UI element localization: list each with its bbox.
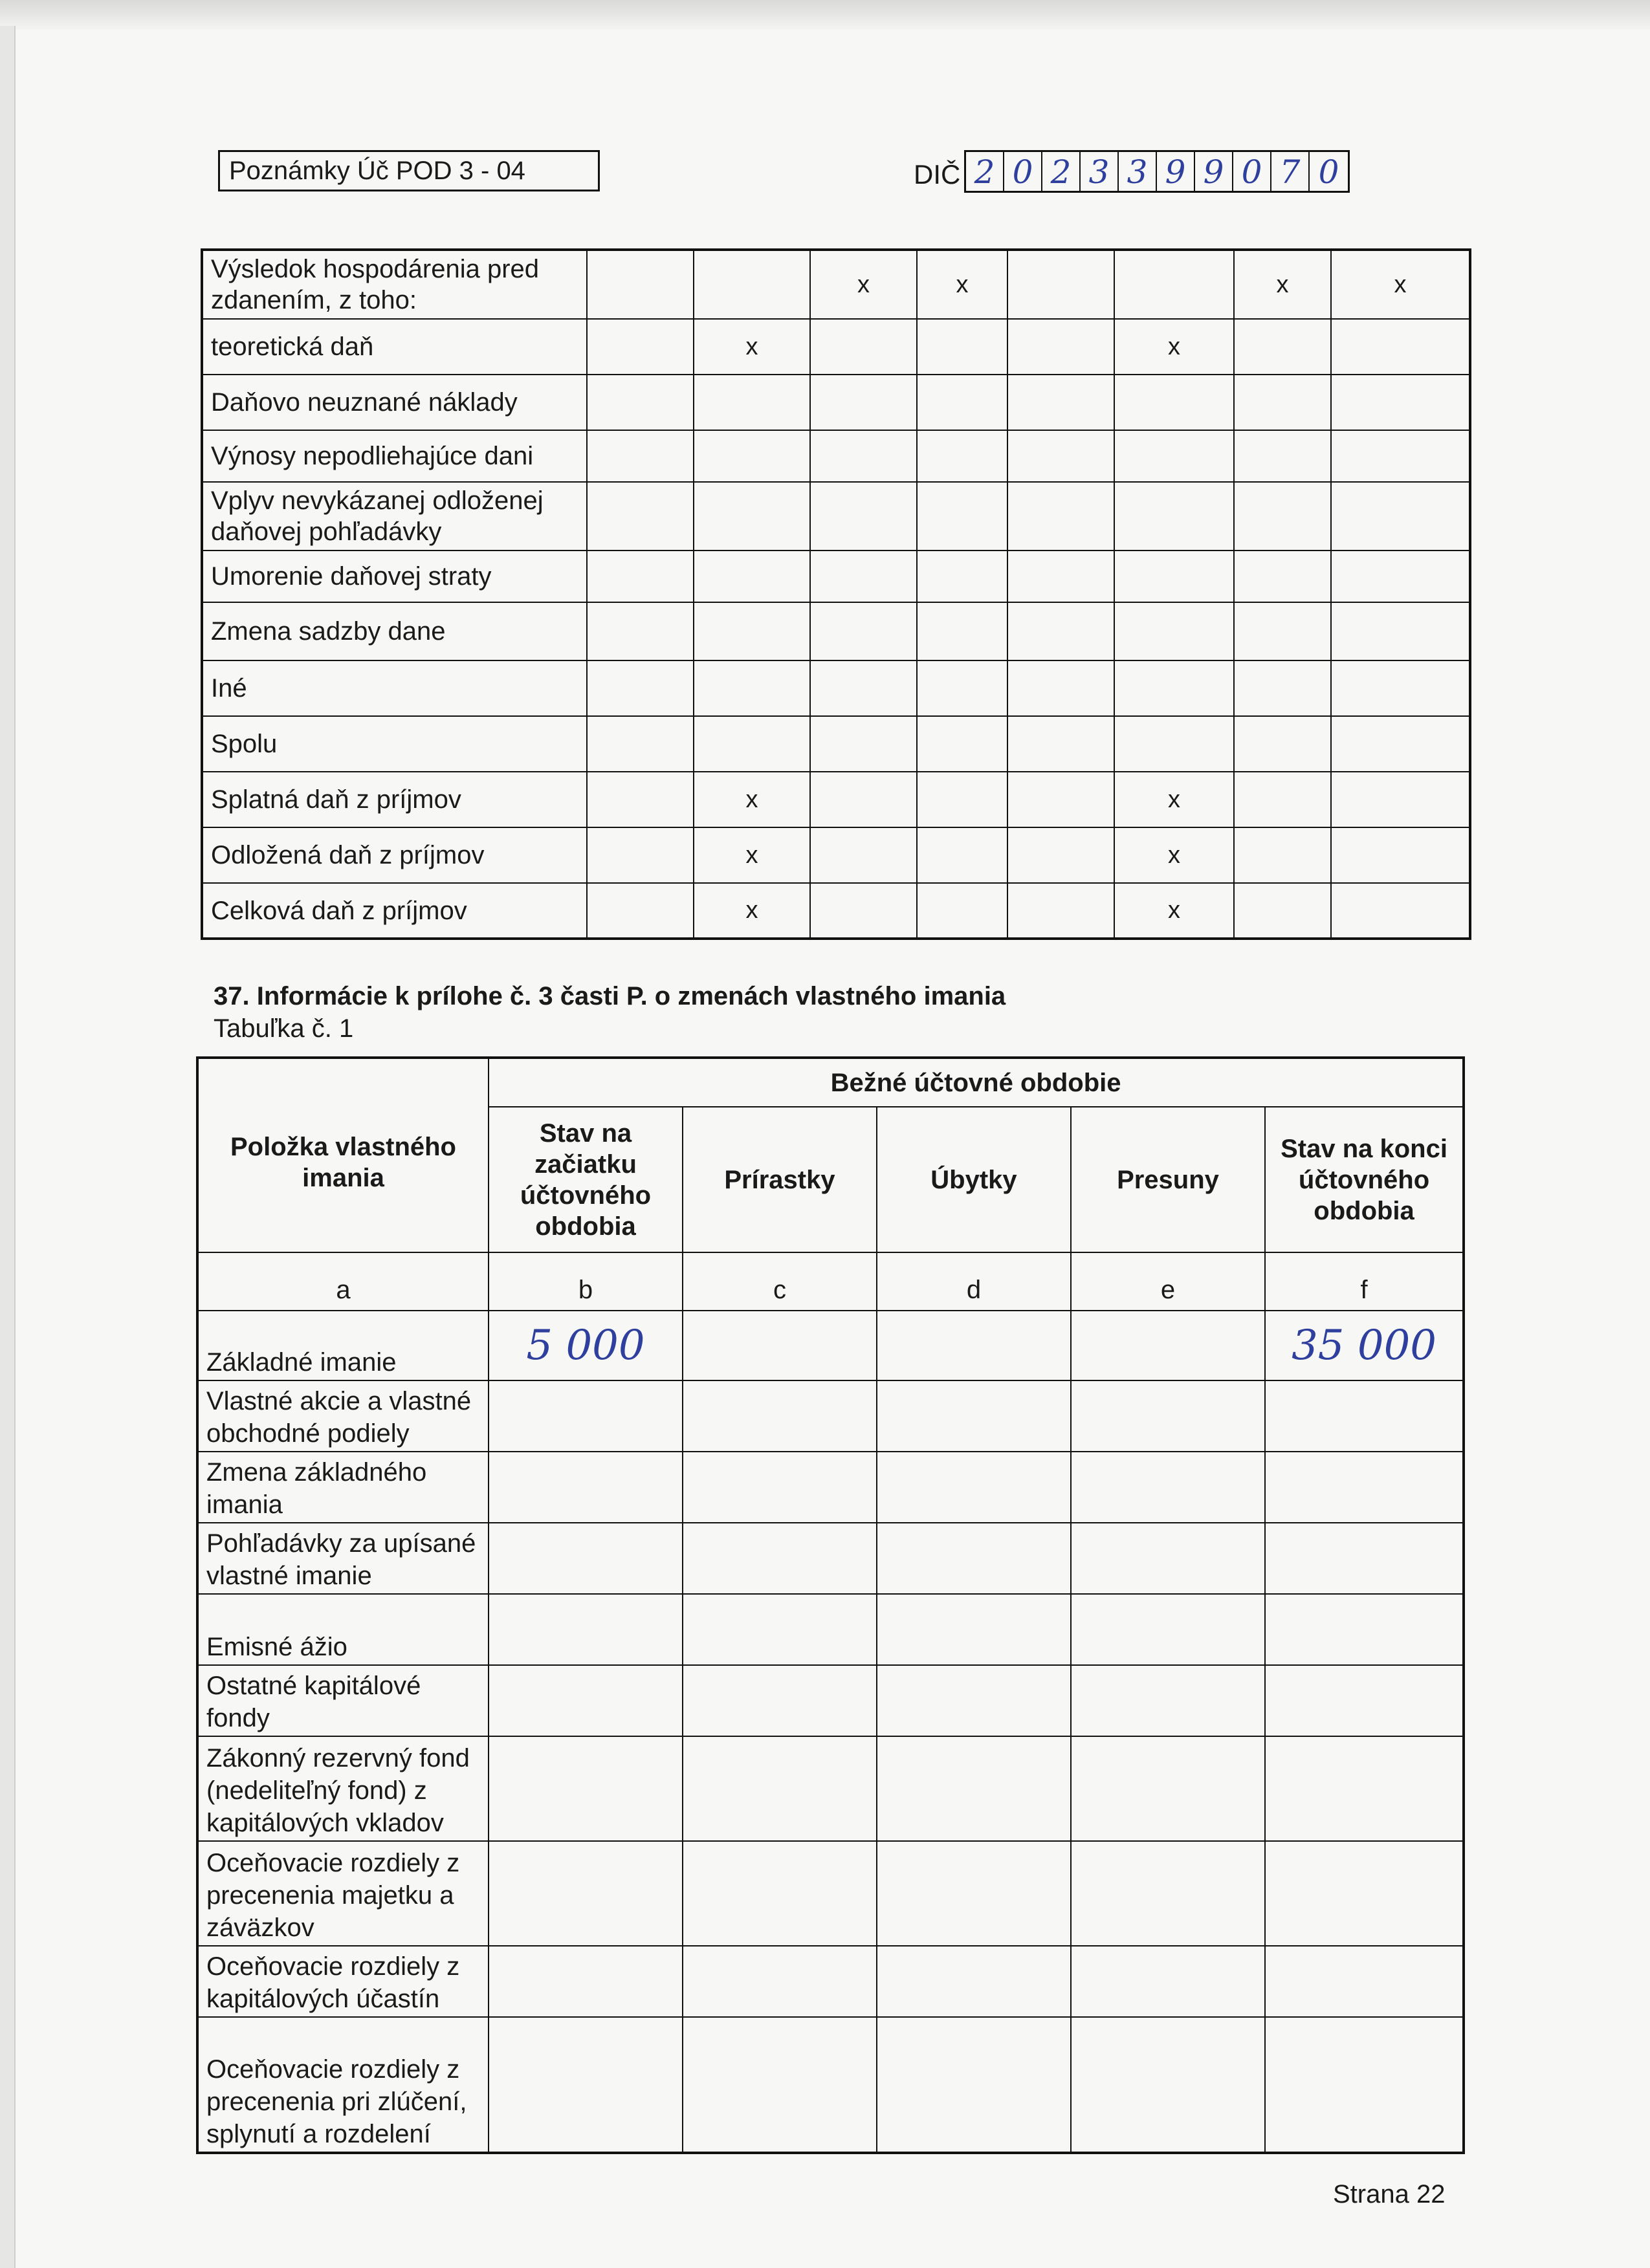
table-cell bbox=[1007, 551, 1114, 602]
table-cell bbox=[683, 2017, 877, 2153]
table-cell bbox=[587, 319, 694, 375]
col-letter: c bbox=[683, 1252, 877, 1311]
table-cell bbox=[1265, 1946, 1464, 2017]
table-cell bbox=[1007, 716, 1114, 772]
dic-digit: 2 bbox=[1042, 152, 1081, 191]
table-cell bbox=[1234, 602, 1331, 660]
table-cell bbox=[810, 430, 917, 482]
table-cell bbox=[1007, 250, 1114, 319]
row-label: Ostatné kapitálové fondy bbox=[197, 1665, 489, 1736]
table-cell bbox=[1234, 375, 1331, 430]
table-cell bbox=[1331, 319, 1470, 375]
table-cell bbox=[810, 551, 917, 602]
table-row bbox=[202, 660, 1470, 716]
row-label: Oceňovacie rozdiely z precenenia pri zlúčení, splynutí a rozdelení bbox=[197, 2017, 489, 2153]
table-cell bbox=[683, 1311, 877, 1380]
table-cell bbox=[1071, 1594, 1265, 1665]
table-cell bbox=[1007, 827, 1114, 883]
table-row bbox=[202, 883, 1470, 939]
table-row bbox=[197, 1736, 1464, 1841]
table-cell bbox=[694, 660, 810, 716]
handwritten-value: 35 000 bbox=[1265, 1311, 1464, 1380]
table-cell bbox=[1234, 772, 1331, 827]
table-cell bbox=[694, 602, 810, 660]
table-cell bbox=[1007, 660, 1114, 716]
table-cell bbox=[587, 482, 694, 551]
table-cell bbox=[1071, 1665, 1265, 1736]
table-cell bbox=[1331, 482, 1470, 551]
table-cell bbox=[877, 1523, 1071, 1594]
table-cell bbox=[810, 482, 917, 551]
table-cell bbox=[1234, 827, 1331, 883]
section-37-subtitle: Tabuľka č. 1 bbox=[214, 1014, 354, 1043]
table-cell bbox=[877, 1311, 1071, 1380]
table-row bbox=[197, 1841, 1464, 1946]
dic-label: DIČ bbox=[914, 159, 961, 190]
table-cell bbox=[1265, 1736, 1464, 1841]
table-cell bbox=[1007, 430, 1114, 482]
section-37-title: 37. Informácie k prílohe č. 3 časti P. o zmenách vlastného imania bbox=[214, 982, 1006, 1010]
table-cell bbox=[1331, 883, 1470, 939]
table-cell bbox=[1234, 660, 1331, 716]
table-cell bbox=[877, 1736, 1071, 1841]
table-cell bbox=[587, 551, 694, 602]
row-label: Oceňovacie rozdiely z kapitálových účastín bbox=[197, 1946, 489, 2017]
table-cell bbox=[877, 1380, 1071, 1452]
table-cell bbox=[1071, 1380, 1265, 1452]
row-label: teoretická daň bbox=[202, 319, 587, 375]
table-cell bbox=[1234, 551, 1331, 602]
row-label: Výsledok hospodárenia pred zdanením, z toho: bbox=[202, 250, 587, 319]
table-cell bbox=[877, 1452, 1071, 1523]
tax-reconciliation-table bbox=[201, 248, 1471, 940]
dic-digit: 2 bbox=[966, 152, 1004, 191]
table-row bbox=[202, 375, 1470, 430]
table-cell bbox=[1007, 883, 1114, 939]
table-cell bbox=[1114, 660, 1234, 716]
row-label: Daňovo neuznané náklady bbox=[202, 375, 587, 430]
row-label: Vplyv nevykázanej odloženej daňovej pohľadávky bbox=[202, 482, 587, 551]
table-row bbox=[197, 2017, 1464, 2153]
table-cell bbox=[1114, 250, 1234, 319]
table-cell bbox=[1331, 602, 1470, 660]
table-cell bbox=[1007, 482, 1114, 551]
table-cell bbox=[489, 1523, 683, 1594]
table-cell bbox=[917, 827, 1007, 883]
table-cell bbox=[587, 250, 694, 319]
table-row bbox=[197, 1594, 1464, 1665]
row-label: Celková daň z príjmov bbox=[202, 883, 587, 939]
table-cell bbox=[1234, 430, 1331, 482]
col-header-item: Položka vlastného imania bbox=[197, 1058, 489, 1252]
table-cell bbox=[694, 375, 810, 430]
dic-digit: 3 bbox=[1119, 152, 1157, 191]
table-cell bbox=[683, 1594, 877, 1665]
table-cell: x bbox=[694, 319, 810, 375]
row-label: Zmena sadzby dane bbox=[202, 602, 587, 660]
table-cell bbox=[587, 883, 694, 939]
table-cell bbox=[489, 1665, 683, 1736]
table-cell: x bbox=[694, 883, 810, 939]
table-cell bbox=[694, 482, 810, 551]
row-label: Iné bbox=[202, 660, 587, 716]
table-cell bbox=[587, 602, 694, 660]
table-cell bbox=[1331, 716, 1470, 772]
table-cell bbox=[877, 1946, 1071, 2017]
row-label: Splatná daň z príjmov bbox=[202, 772, 587, 827]
table-row bbox=[202, 482, 1470, 551]
table-cell bbox=[1071, 1452, 1265, 1523]
table-cell: x bbox=[1331, 250, 1470, 319]
row-label: Základné imanie bbox=[197, 1311, 489, 1380]
table-cell bbox=[694, 430, 810, 482]
table-cell bbox=[694, 551, 810, 602]
table-cell bbox=[1234, 716, 1331, 772]
table-cell bbox=[1265, 1523, 1464, 1594]
row-label: Pohľadávky za upísané vlastné imanie bbox=[197, 1523, 489, 1594]
table-cell bbox=[489, 1452, 683, 1523]
table-cell bbox=[917, 482, 1007, 551]
table-cell bbox=[587, 772, 694, 827]
dic-digit: 3 bbox=[1081, 152, 1119, 191]
table-cell bbox=[1114, 551, 1234, 602]
table-cell bbox=[1265, 1452, 1464, 1523]
table-cell bbox=[683, 1452, 877, 1523]
table-cell: x bbox=[1114, 319, 1234, 375]
table-cell bbox=[489, 1946, 683, 2017]
table-cell bbox=[587, 375, 694, 430]
table-cell bbox=[489, 2017, 683, 2153]
table-cell bbox=[810, 602, 917, 660]
table-cell bbox=[917, 602, 1007, 660]
table-row bbox=[197, 1380, 1464, 1452]
equity-changes-table bbox=[196, 1056, 1465, 2154]
scan-left-edge bbox=[0, 26, 16, 2268]
table-row bbox=[202, 430, 1470, 482]
table-cell bbox=[1007, 375, 1114, 430]
row-label: Odložená daň z príjmov bbox=[202, 827, 587, 883]
table-cell bbox=[1007, 772, 1114, 827]
table-cell: x bbox=[917, 250, 1007, 319]
col-letter: e bbox=[1071, 1252, 1265, 1311]
table-cell bbox=[587, 660, 694, 716]
table-cell bbox=[694, 716, 810, 772]
table-cell bbox=[489, 1736, 683, 1841]
table-row bbox=[202, 319, 1470, 375]
table-cell bbox=[1331, 551, 1470, 602]
row-label: Zákonný rezervný fond (nedeliteľný fond) z kapitálových vkladov bbox=[197, 1736, 489, 1841]
table-cell bbox=[489, 1594, 683, 1665]
col-header-opening: Stav na začiatku účtovného obdobia bbox=[489, 1107, 683, 1252]
table-cell bbox=[1331, 827, 1470, 883]
table-cell bbox=[877, 1841, 1071, 1946]
row-label: Vlastné akcie a vlastné obchodné podiely bbox=[197, 1380, 489, 1452]
table-cell bbox=[917, 883, 1007, 939]
col-letter: f bbox=[1265, 1252, 1464, 1311]
dic-digit: 9 bbox=[1195, 152, 1233, 191]
col-letter: a bbox=[197, 1252, 489, 1311]
scan-top-shadow bbox=[0, 0, 1650, 30]
table-cell bbox=[1071, 2017, 1265, 2153]
table-row bbox=[197, 1311, 1464, 1380]
table-cell bbox=[1071, 1841, 1265, 1946]
dic-digit: 7 bbox=[1271, 152, 1310, 191]
table-cell bbox=[1114, 716, 1234, 772]
table-row bbox=[197, 1946, 1464, 2017]
table-cell bbox=[877, 1594, 1071, 1665]
table-cell bbox=[810, 375, 917, 430]
table-cell bbox=[587, 430, 694, 482]
table-cell bbox=[1007, 319, 1114, 375]
table-cell bbox=[489, 1380, 683, 1452]
table-cell bbox=[1234, 482, 1331, 551]
table-row bbox=[197, 1523, 1464, 1594]
col-header-additions: Prírastky bbox=[683, 1107, 877, 1252]
table-row bbox=[202, 772, 1470, 827]
group-header-current-period: Bežné účtovné obdobie bbox=[489, 1058, 1464, 1107]
row-label: Umorenie daňovej straty bbox=[202, 551, 587, 602]
table-cell bbox=[810, 883, 917, 939]
table-cell bbox=[917, 375, 1007, 430]
table-row bbox=[202, 716, 1470, 772]
table-cell bbox=[683, 1946, 877, 2017]
table-cell bbox=[683, 1380, 877, 1452]
table-cell bbox=[1071, 1946, 1265, 2017]
handwritten-value: 5 000 bbox=[489, 1311, 683, 1380]
table-cell bbox=[1331, 430, 1470, 482]
table-cell bbox=[1331, 375, 1470, 430]
table-cell bbox=[1265, 1380, 1464, 1452]
dic-boxes bbox=[964, 150, 1350, 193]
table-cell bbox=[1265, 1665, 1464, 1736]
table-cell bbox=[1114, 602, 1234, 660]
table-row bbox=[202, 551, 1470, 602]
table-cell bbox=[877, 1665, 1071, 1736]
table-cell bbox=[1234, 883, 1331, 939]
form-label: Poznámky Úč POD 3 - 04 bbox=[229, 157, 525, 185]
table-cell: x bbox=[810, 250, 917, 319]
table-cell bbox=[1114, 375, 1234, 430]
table-cell bbox=[1071, 1523, 1265, 1594]
row-label: Spolu bbox=[202, 716, 587, 772]
table-cell bbox=[694, 250, 810, 319]
table-row bbox=[197, 1665, 1464, 1736]
table-cell bbox=[1234, 319, 1331, 375]
table-cell bbox=[810, 716, 917, 772]
table-cell: x bbox=[694, 827, 810, 883]
table-cell bbox=[1114, 430, 1234, 482]
row-label: Oceňovacie rozdiely z precenenia majetku a záväzkov bbox=[197, 1841, 489, 1946]
table-row bbox=[202, 250, 1470, 319]
table-row bbox=[202, 827, 1470, 883]
table-cell bbox=[917, 430, 1007, 482]
table-cell: x bbox=[694, 772, 810, 827]
page-number: Strana 22 bbox=[1333, 2180, 1446, 2208]
table-cell bbox=[587, 827, 694, 883]
row-label: Emisné ážio bbox=[197, 1594, 489, 1665]
table-row bbox=[197, 1452, 1464, 1523]
table-cell bbox=[683, 1736, 877, 1841]
row-label: Zmena základného imania bbox=[197, 1452, 489, 1523]
dic-digit: 0 bbox=[1318, 153, 1339, 191]
table-cell bbox=[917, 319, 1007, 375]
form-label-box bbox=[218, 150, 600, 191]
table-cell bbox=[1265, 1841, 1464, 1946]
table-cell bbox=[1071, 1736, 1265, 1841]
table-cell bbox=[810, 772, 917, 827]
table-cell bbox=[810, 319, 917, 375]
table-cell bbox=[1265, 1594, 1464, 1665]
table-cell bbox=[1114, 482, 1234, 551]
table-cell bbox=[917, 551, 1007, 602]
table-cell bbox=[1331, 772, 1470, 827]
table-cell bbox=[810, 827, 917, 883]
col-header-reductions: Úbytky bbox=[877, 1107, 1071, 1252]
table-cell bbox=[917, 772, 1007, 827]
dic-digit: 0 bbox=[1233, 152, 1271, 191]
col-header-closing: Stav na konci účtovného obdobia bbox=[1265, 1107, 1464, 1252]
row-label: Výnosy nepodliehajúce dani bbox=[202, 430, 587, 482]
dic-digit: 9 bbox=[1157, 152, 1195, 191]
table-cell bbox=[1007, 602, 1114, 660]
table-cell: x bbox=[1114, 883, 1234, 939]
table-cell bbox=[1071, 1311, 1265, 1380]
table-cell: x bbox=[1114, 772, 1234, 827]
table-cell bbox=[917, 660, 1007, 716]
table-cell bbox=[1265, 2017, 1464, 2153]
table-cell bbox=[683, 1841, 877, 1946]
col-letter: d bbox=[877, 1252, 1071, 1311]
table-cell: x bbox=[1114, 827, 1234, 883]
table-cell bbox=[683, 1665, 877, 1736]
table-cell bbox=[587, 716, 694, 772]
col-header-transfers: Presuny bbox=[1071, 1107, 1265, 1252]
table-cell bbox=[1331, 660, 1470, 716]
table-cell bbox=[917, 716, 1007, 772]
col-letter: b bbox=[489, 1252, 683, 1311]
table-cell: x bbox=[1234, 250, 1331, 319]
dic-digit: 0 bbox=[1004, 152, 1042, 191]
table-cell bbox=[489, 1841, 683, 1946]
table-cell bbox=[877, 2017, 1071, 2153]
table-row bbox=[202, 602, 1470, 660]
table-cell bbox=[683, 1523, 877, 1594]
table-cell bbox=[810, 660, 917, 716]
